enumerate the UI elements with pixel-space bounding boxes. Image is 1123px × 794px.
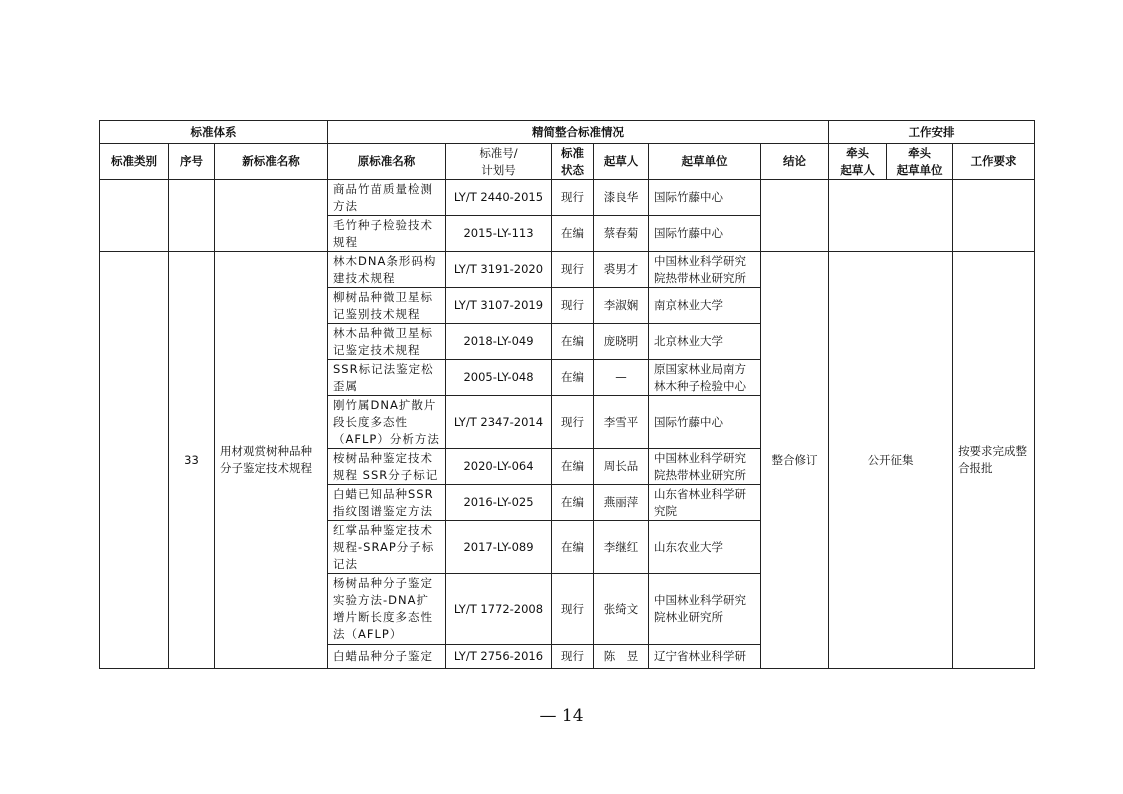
unit-cell: 中国林业科学研究院林业研究所 [649, 574, 761, 645]
std-no-cell: 2015-LY-113 [446, 216, 552, 252]
drafter-cell: 庞晓明 [594, 324, 649, 360]
unit-cell: 国际竹藤中心 [649, 216, 761, 252]
conclusion-cell: 整合修订 [761, 252, 829, 669]
orig-name-cell: 红掌品种鉴定技术规程-SRAP分子标记法 [328, 521, 446, 574]
status-cell: 现行 [552, 645, 594, 669]
std-no-cell: LY/T 2756-2016 [446, 645, 552, 669]
unit-cell: 山东农业大学 [649, 521, 761, 574]
header-requirement: 工作要求 [953, 144, 1035, 180]
status-cell: 现行 [552, 396, 594, 449]
category-cell [100, 180, 169, 252]
header-orig-name: 原标准名称 [328, 144, 446, 180]
header-conclusion: 结论 [761, 144, 829, 180]
header-drafter: 起草人 [594, 144, 649, 180]
table-row [100, 180, 1035, 216]
orig-name-cell: 刚竹属DNA扩散片段长度多态性（AFLP）分析方法 [328, 396, 446, 449]
page-number: — 14 [539, 706, 584, 726]
header-unit: 起草单位 [649, 144, 761, 180]
drafter-cell: 漆良华 [594, 180, 649, 216]
drafter-cell: 燕丽萍 [594, 485, 649, 521]
status-cell: 现行 [552, 180, 594, 216]
status-cell: 在编 [552, 485, 594, 521]
std-no-cell: LY/T 2440-2015 [446, 180, 552, 216]
requirement-cell: 按要求完成整合报批 [953, 252, 1035, 669]
drafter-cell: — [594, 360, 649, 396]
orig-name-cell: 桉树品种鉴定技术规程 SSR分子标记 [328, 449, 446, 485]
header-lead-person: 牵头 起草人 [829, 144, 887, 180]
header-new-name: 新标准名称 [215, 144, 328, 180]
unit-cell: 南京林业大学 [649, 288, 761, 324]
header-category: 标准类别 [100, 144, 169, 180]
orig-name-cell: SSR标记法鉴定松歪属 [328, 360, 446, 396]
std-no-cell: LY/T 3191-2020 [446, 252, 552, 288]
status-cell: 在编 [552, 360, 594, 396]
orig-name-cell: 柳树品种微卫星标记鉴别技术规程 [328, 288, 446, 324]
unit-cell: 北京林业大学 [649, 324, 761, 360]
status-cell: 在编 [552, 521, 594, 574]
std-no-cell: 2020-LY-064 [446, 449, 552, 485]
header-group-consolidation: 精简整合标准情况 [328, 121, 829, 144]
unit-cell: 中国林业科学研究院热带林业研究所 [649, 449, 761, 485]
drafter-cell: 蔡春菊 [594, 216, 649, 252]
drafter-cell: 张绮文 [594, 574, 649, 645]
status-cell: 现行 [552, 288, 594, 324]
new-name-cell: 用材观赏树种品种分子鉴定技术规程 [215, 252, 328, 669]
std-no-cell: LY/T 3107-2019 [446, 288, 552, 324]
table-row [100, 252, 1035, 288]
standards-table [99, 120, 1035, 669]
orig-name-cell: 白蜡已知品种SSR指纹图谱鉴定方法 [328, 485, 446, 521]
requirement-cell [953, 180, 1035, 252]
seq-cell [169, 180, 215, 252]
std-no-cell: 2005-LY-048 [446, 360, 552, 396]
conclusion-cell [761, 180, 829, 252]
orig-name-cell: 白蜡品种分子鉴定 [328, 645, 446, 669]
unit-cell: 辽宁省林业科学研 [649, 645, 761, 669]
status-cell: 现行 [552, 574, 594, 645]
std-no-cell: 2017-LY-089 [446, 521, 552, 574]
drafter-cell: 陈 昱 [594, 645, 649, 669]
work-plan-cell [829, 180, 953, 252]
status-cell: 在编 [552, 324, 594, 360]
header-group-standard-system: 标准体系 [100, 121, 328, 144]
header-seq: 序号 [169, 144, 215, 180]
drafter-cell: 李继红 [594, 521, 649, 574]
std-no-cell: 2016-LY-025 [446, 485, 552, 521]
status-cell: 现行 [552, 252, 594, 288]
std-no-cell: LY/T 1772-2008 [446, 574, 552, 645]
orig-name-cell: 林木品种微卫星标记鉴定技术规程 [328, 324, 446, 360]
header-std-no: 标准号/ 计划号 [446, 144, 552, 180]
orig-name-cell: 林木DNA条形码构建技术规程 [328, 252, 446, 288]
unit-cell: 国际竹藤中心 [649, 180, 761, 216]
drafter-cell: 裘男才 [594, 252, 649, 288]
header-status: 标准 状态 [552, 144, 594, 180]
orig-name-cell: 毛竹种子检验技术规程 [328, 216, 446, 252]
unit-cell: 山东省林业科学研究院 [649, 485, 761, 521]
unit-cell: 原国家林业局南方林木种子检验中心 [649, 360, 761, 396]
drafter-cell: 周长品 [594, 449, 649, 485]
drafter-cell: 李淑娴 [594, 288, 649, 324]
new-name-cell [215, 180, 328, 252]
header-group-work-plan: 工作安排 [829, 121, 1035, 144]
header-lead-unit: 牵头 起草单位 [887, 144, 953, 180]
orig-name-cell: 杨树品种分子鉴定实验方法-DNA扩增片断长度多态性法（AFLP） [328, 574, 446, 645]
drafter-cell: 李雪平 [594, 396, 649, 449]
status-cell: 在编 [552, 449, 594, 485]
category-cell [100, 252, 169, 669]
std-no-cell: 2018-LY-049 [446, 324, 552, 360]
std-no-cell: LY/T 2347-2014 [446, 396, 552, 449]
seq-cell: 33 [169, 252, 215, 669]
status-cell: 在编 [552, 216, 594, 252]
orig-name-cell: 商品竹苗质量检测方法 [328, 180, 446, 216]
unit-cell: 中国林业科学研究院热带林业研究所 [649, 252, 761, 288]
unit-cell: 国际竹藤中心 [649, 396, 761, 449]
work-plan-cell: 公开征集 [829, 252, 953, 669]
